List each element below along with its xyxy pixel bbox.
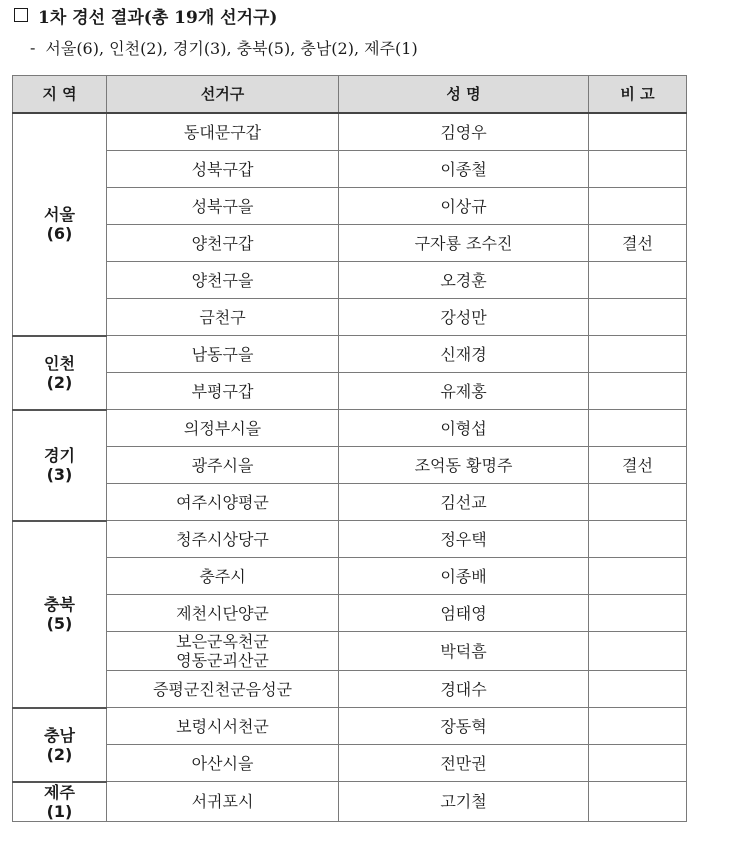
heading-text: 1차 경선 결과(총 19개 선거구) (38, 7, 278, 28)
note-cell (589, 262, 687, 299)
note-cell: 결선 (589, 225, 687, 262)
table-row (13, 745, 687, 782)
candidate-cell: 김영우 (339, 113, 589, 151)
note-cell (589, 521, 687, 558)
region-count: (6) (46, 224, 73, 244)
note-cell (589, 632, 687, 671)
district-cell: 의정부시을 (107, 410, 339, 447)
table-row (13, 595, 687, 632)
note-cell (589, 151, 687, 188)
district-line-1: 보은군옥천군 (176, 632, 269, 651)
candidate-cell: 전만권 (339, 745, 589, 782)
candidate-cell: 신재경 (339, 336, 589, 373)
note-cell (589, 113, 687, 151)
region-count: (3) (46, 465, 73, 484)
district-cell: 남동구을 (107, 336, 339, 373)
district-cell: 청주시상당구 (107, 521, 339, 558)
summary-text: 서울(6), 인천(2), 경기(3), 충북(5), 충남(2), 제주(1) (45, 38, 418, 58)
region-name: 제주 (44, 782, 75, 802)
note-cell (589, 188, 687, 225)
region-count: (1) (46, 801, 73, 821)
square-bullet-icon (14, 8, 28, 22)
district-cell: 성북구갑 (107, 151, 339, 188)
district-cell: 성북구을 (107, 188, 339, 225)
district-cell: 아산시을 (107, 745, 339, 782)
candidate-cell: 정우택 (339, 521, 589, 558)
district-cell: 부평구갑 (107, 373, 339, 410)
table-row (13, 113, 687, 151)
region-name: 인천 (44, 353, 75, 373)
region-name: 충북 (44, 595, 75, 614)
note-cell (589, 745, 687, 782)
region-summary (30, 36, 418, 58)
candidate-cell: 이종철 (339, 151, 589, 188)
table-row (13, 373, 687, 410)
table-row (13, 336, 687, 373)
district-cell: 금천구 (107, 299, 339, 336)
table-row (13, 632, 687, 671)
table-row (13, 225, 687, 262)
region-cell-chungnam (13, 708, 107, 782)
note-cell (589, 782, 687, 822)
region-count: (2) (46, 744, 73, 764)
district-cell: 제천시단양군 (107, 595, 339, 632)
candidate-cell: 이종배 (339, 558, 589, 595)
region-cell-seoul (13, 113, 107, 336)
results-table (12, 75, 687, 822)
note-cell (589, 373, 687, 410)
district-cell: 광주시을 (107, 447, 339, 484)
table-row (13, 708, 687, 745)
region-name: 충남 (44, 725, 75, 745)
candidate-cell: 이상규 (339, 188, 589, 225)
dash-bullet: - (30, 37, 36, 57)
district-line-2: 영동군괴산군 (176, 651, 269, 670)
district-cell: 여주시양평군 (107, 484, 339, 521)
note-cell: 결선 (589, 447, 687, 484)
district-cell: 양천구갑 (107, 225, 339, 262)
region-cell-gyeonggi (13, 410, 107, 521)
note-cell (589, 299, 687, 336)
header-note: 비 고 (589, 76, 687, 114)
table-row (13, 782, 687, 822)
region-name: 서울 (44, 205, 75, 225)
district-cell: 증평군진천군음성군 (107, 671, 339, 708)
district-cell (107, 632, 339, 671)
candidate-cell: 엄태영 (339, 595, 589, 632)
district-cell: 보령시서천군 (107, 708, 339, 745)
table-row (13, 151, 687, 188)
header-row (13, 76, 687, 114)
table-row (13, 671, 687, 708)
header-region: 지 역 (13, 76, 107, 114)
table-row (13, 410, 687, 447)
note-cell (589, 410, 687, 447)
district-cell: 양천구을 (107, 262, 339, 299)
table-row (13, 558, 687, 595)
candidate-cell: 오경훈 (339, 262, 589, 299)
note-cell (589, 484, 687, 521)
note-cell (589, 558, 687, 595)
candidate-cell: 경대수 (339, 671, 589, 708)
region-name: 경기 (44, 446, 75, 465)
note-cell (589, 595, 687, 632)
table-row (13, 447, 687, 484)
header-name: 성 명 (339, 76, 589, 114)
header-district: 선거구 (107, 76, 339, 114)
section-heading (14, 4, 277, 26)
district-cell: 동대문구갑 (107, 113, 339, 151)
note-cell (589, 336, 687, 373)
candidate-cell: 장동혁 (339, 708, 589, 745)
table-row (13, 521, 687, 558)
candidate-cell: 고기철 (339, 782, 589, 822)
table-row (13, 188, 687, 225)
candidate-cell: 조억동 황명주 (339, 447, 589, 484)
candidate-cell: 유제홍 (339, 373, 589, 410)
candidate-cell: 박덕흠 (339, 632, 589, 671)
candidate-cell: 이형섭 (339, 410, 589, 447)
table-row (13, 484, 687, 521)
district-cell: 서귀포시 (107, 782, 339, 822)
candidate-cell: 구자룡 조수진 (339, 225, 589, 262)
note-cell (589, 671, 687, 708)
candidate-cell: 김선교 (339, 484, 589, 521)
region-cell-chungbuk (13, 521, 107, 708)
region-cell-incheon (13, 336, 107, 410)
region-count: (5) (46, 614, 73, 633)
candidate-cell: 강성만 (339, 299, 589, 336)
table-row (13, 262, 687, 299)
region-cell-jeju (13, 782, 107, 822)
table-row (13, 299, 687, 336)
district-cell: 충주시 (107, 558, 339, 595)
note-cell (589, 708, 687, 745)
region-count: (2) (46, 372, 73, 392)
